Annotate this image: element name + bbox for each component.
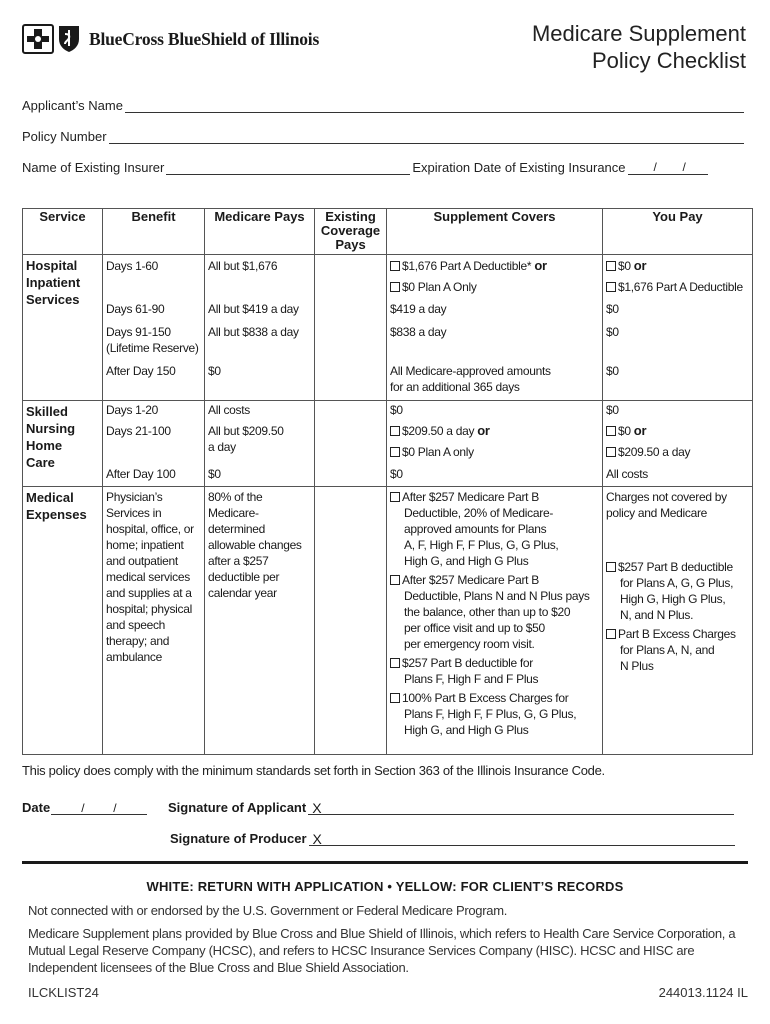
service-label: Medical	[26, 490, 74, 505]
you-pay-text: $0	[606, 364, 619, 378]
service-label: Skilled	[26, 404, 68, 419]
option-text: A, F, High F, F Plus, G, G Plus,	[404, 538, 559, 552]
option-text: $0 Plan A only	[402, 445, 474, 459]
benefit-text: and supplies at a	[106, 586, 192, 600]
or-label: or	[534, 258, 547, 273]
medicare-pays-text: a day	[208, 440, 236, 454]
checkbox[interactable]	[390, 492, 400, 502]
supplement-text: $838 a day	[390, 325, 447, 339]
medicare-pays-cell	[205, 401, 315, 487]
option-text: $1,676 Part A Deductible*	[402, 259, 532, 273]
supplement-text: for an additional 365 days	[390, 380, 520, 394]
expiration-date-label: Expiration Date of Existing Insurance	[412, 160, 626, 175]
option-text: for Plans A, G, G Plus,	[620, 576, 734, 590]
medicare-pays-text: determined	[208, 522, 266, 536]
checkbox[interactable]	[606, 447, 616, 457]
you-pay-text: All costs	[606, 467, 648, 481]
medicare-pays-text: All but $209.50	[208, 424, 284, 438]
date-separator: /	[682, 160, 686, 174]
you-pay-cell	[603, 401, 753, 487]
option-text: $0	[618, 424, 631, 438]
option-text: Deductible, Plans N and N Plus pays	[404, 589, 590, 603]
or-label: or	[477, 423, 490, 438]
service-label: Expenses	[26, 507, 87, 522]
medicare-pays-text: deductible per	[208, 570, 280, 584]
service-label: Services	[26, 292, 80, 307]
checkbox[interactable]	[606, 282, 616, 292]
you-pay-cell	[603, 487, 753, 755]
brand-name: BlueCross BlueShield of Illinois	[89, 28, 320, 49]
medicare-pays-cell	[205, 255, 315, 401]
applicant-name-row	[22, 95, 744, 113]
option-text: Plans F, High F, F Plus, G, G Plus,	[404, 707, 577, 721]
medicare-pays-text: Medicare-	[208, 506, 259, 520]
supplement-cell	[387, 401, 603, 487]
benefit-text: (Lifetime Reserve)	[106, 341, 199, 355]
supplement-cell	[387, 255, 603, 401]
column-header: Supplement Covers	[387, 209, 603, 255]
you-pay-text: Charges not covered by	[606, 490, 727, 504]
blue-cross-icon	[22, 24, 54, 54]
producer-signature-label: Signature of Producer	[170, 831, 307, 846]
benefit-text: After Day 100	[106, 467, 176, 481]
title-line2: Policy Checklist	[591, 48, 746, 73]
benefit-text: ambulance	[106, 650, 163, 664]
benefit-text: medical services	[106, 570, 190, 584]
table-row-medical	[23, 487, 753, 755]
date-separator: /	[81, 801, 85, 815]
blue-shield-icon	[57, 24, 81, 54]
option-text: $257 Part B deductible for	[402, 656, 533, 670]
service-label: Hospital	[26, 258, 78, 273]
benefit-text: hospital, office, or	[106, 522, 194, 536]
column-header: You Pay	[603, 209, 753, 255]
option-text: per office visit and up to $50	[404, 621, 545, 635]
supplement-text: All Medicare-approved amounts	[390, 364, 551, 378]
service-label: Nursing	[26, 421, 76, 436]
benefit-text: therapy; and	[106, 634, 170, 648]
option-text: $1,676 Part A Deductible	[618, 280, 743, 294]
or-label: or	[633, 258, 647, 273]
checkbox[interactable]	[606, 426, 616, 436]
date-field[interactable]	[51, 803, 147, 815]
existing-insurer-label: Name of Existing Insurer	[22, 160, 165, 175]
option-text: High G, High G Plus,	[620, 592, 726, 606]
option-text: Deductible, 20% of Medicare-	[404, 506, 554, 520]
applicant-name-label: Applicant’s Name	[22, 98, 123, 113]
benefit-cell	[103, 255, 205, 401]
service-cell	[23, 401, 103, 487]
existing-insurer-field[interactable]	[166, 163, 410, 175]
benefit-cell	[103, 487, 205, 755]
benefit-text: Days 1-20	[106, 403, 158, 417]
applicant-signature-label: Signature of Applicant	[168, 800, 307, 815]
disclaimer: Not connected with or endorsed by the U.S. Government or Federal Medicare Program.	[28, 903, 508, 918]
column-header: Service	[23, 209, 103, 255]
option-text: $0	[618, 259, 631, 273]
signature-mark: X	[312, 831, 322, 847]
option-text: $0 Plan A Only	[402, 280, 477, 294]
applicant-signature-field[interactable]	[308, 800, 734, 816]
date-row	[22, 797, 147, 815]
medicare-pays-text: All costs	[208, 403, 250, 417]
you-pay-text: $0	[606, 302, 619, 316]
service-label: Care	[26, 455, 55, 470]
policy-number-label: Policy Number	[22, 129, 107, 144]
service-label: Home	[26, 438, 63, 453]
benefit-text: Days 1-60	[106, 259, 158, 273]
option-text: $209.50 a day	[402, 424, 475, 438]
option-text: for Plans A, N, and	[620, 643, 715, 657]
benefit-text: hospital; physical	[106, 602, 192, 616]
option-text: per emergency room visit.	[404, 637, 535, 651]
producer-signature-row	[170, 828, 735, 846]
checkbox[interactable]	[390, 282, 400, 292]
option-text: Part B Excess Charges	[618, 627, 736, 641]
option-text: After $257 Medicare Part B	[402, 573, 539, 587]
option-text: $209.50 a day	[618, 445, 691, 459]
copy-distribution: WHITE: RETURN WITH APPLICATION • YELLOW: FOR CLIENT’S RECORDS	[146, 879, 624, 894]
policy-number-row	[22, 126, 744, 144]
expiration-date-field[interactable]	[628, 160, 708, 175]
checkbox[interactable]	[606, 562, 616, 572]
option-text: $257 Part B deductible	[618, 560, 733, 574]
signature-mark: X	[312, 800, 322, 816]
medicare-pays-text: calendar year	[208, 586, 277, 600]
date-label: Date	[22, 800, 51, 815]
applicant-name-field[interactable]	[125, 101, 744, 113]
supplement-text: $0	[390, 467, 403, 481]
policy-number-field[interactable]	[109, 132, 744, 144]
column-header: Existing Coverage Pays	[315, 209, 387, 255]
benefit-text: home; inpatient	[106, 538, 184, 552]
table-row-snf	[23, 401, 753, 487]
logo-marks	[22, 24, 81, 54]
option-text: After $257 Medicare Part B	[402, 490, 539, 504]
supplement-text: $0	[390, 403, 403, 417]
medicare-pays-text: 80% of the	[208, 490, 263, 504]
benefit-text: Physician’s	[106, 490, 163, 504]
benefit-text: Days 21-100	[106, 424, 171, 438]
benefit-text: Days 91-150	[106, 325, 171, 339]
existing-coverage-cell[interactable]	[315, 487, 387, 755]
you-pay-cell	[603, 255, 753, 401]
medicare-pays-text: All but $419 a day	[208, 302, 299, 316]
you-pay-text: $0	[606, 403, 619, 417]
column-header: Medicare Pays	[205, 209, 315, 255]
you-pay-text: $0	[606, 325, 619, 339]
service-label: Inpatient	[26, 275, 81, 290]
form-number: 244013.1124 IL	[658, 985, 748, 1000]
medicare-pays-text: after a $257	[208, 554, 269, 568]
benefit-text: and speech	[106, 618, 166, 632]
supplement-cell	[387, 487, 603, 755]
form-code: ILCKLIST24	[28, 985, 99, 1000]
column-header: Benefit	[103, 209, 205, 255]
page-title	[532, 20, 746, 74]
medicare-pays-text: allowable changes	[208, 538, 302, 552]
medicare-pays-text: $0	[208, 467, 221, 481]
applicant-signature-row	[168, 797, 734, 815]
benefit-cell	[103, 401, 205, 487]
insurer-row	[22, 157, 744, 175]
bcbs-logo	[22, 22, 319, 56]
checkbox[interactable]	[390, 447, 400, 457]
option-text: approved amounts for Plans	[404, 522, 547, 536]
checklist-table	[22, 208, 753, 755]
option-text: N, and N Plus.	[620, 608, 694, 622]
option-text: Plans F, High F and F Plus	[404, 672, 539, 686]
medicare-pays-text: $0	[208, 364, 221, 378]
medicare-pays-text: All but $838 a day	[208, 325, 299, 339]
title-line1: Medicare Supplement	[531, 21, 746, 46]
date-separator: /	[113, 801, 117, 815]
you-pay-text: policy and Medicare	[606, 506, 708, 520]
date-separator: /	[653, 160, 657, 174]
compliance-statement: This policy does comply with the minimum standards set forth in Section 363 of the Illinois Insurance Code.	[22, 763, 605, 778]
legal-notice: Medicare Supplement plans provided by Blue Cross and Blue Shield of Illinois, which refers to Health Care Service Corporation, a Mutual Legal Reserve Company (HCSC), and refers to HCSC Insurance Services Company (HISC). HCSC and HISC are Independent licensees of the Blue Cross and Blue Shield Association.	[28, 926, 736, 975]
producer-signature-field[interactable]	[309, 831, 735, 847]
checkbox[interactable]	[390, 426, 400, 436]
benefit-text: After Day 150	[106, 364, 176, 378]
option-text: N Plus	[620, 659, 654, 673]
checkbox[interactable]	[390, 261, 400, 271]
service-cell	[23, 487, 103, 755]
option-text: High G, and High G Plus	[404, 554, 529, 568]
option-text: the balance, other than up to $20	[404, 605, 571, 619]
option-text: High G, and High G Plus	[404, 723, 529, 737]
table-row-hospital	[23, 255, 753, 401]
or-label: or	[633, 423, 647, 438]
medicare-pays-text: All but $1,676	[208, 259, 278, 273]
divider	[22, 861, 748, 864]
benefit-text: and outpatient	[106, 554, 178, 568]
benefit-text: Services in	[106, 506, 162, 520]
service-cell	[23, 255, 103, 401]
supplement-text: $419 a day	[390, 302, 447, 316]
checkbox[interactable]	[390, 575, 400, 585]
medicare-pays-cell	[205, 487, 315, 755]
checkbox[interactable]	[390, 693, 400, 703]
existing-coverage-cell[interactable]	[315, 255, 387, 401]
existing-coverage-cell[interactable]	[315, 401, 387, 487]
checkbox[interactable]	[606, 629, 616, 639]
option-text: 100% Part B Excess Charges for	[402, 691, 569, 705]
checkbox[interactable]	[606, 261, 616, 271]
benefit-text: Days 61-90	[106, 302, 165, 316]
checkbox[interactable]	[390, 658, 400, 668]
table-header-row	[23, 209, 753, 255]
